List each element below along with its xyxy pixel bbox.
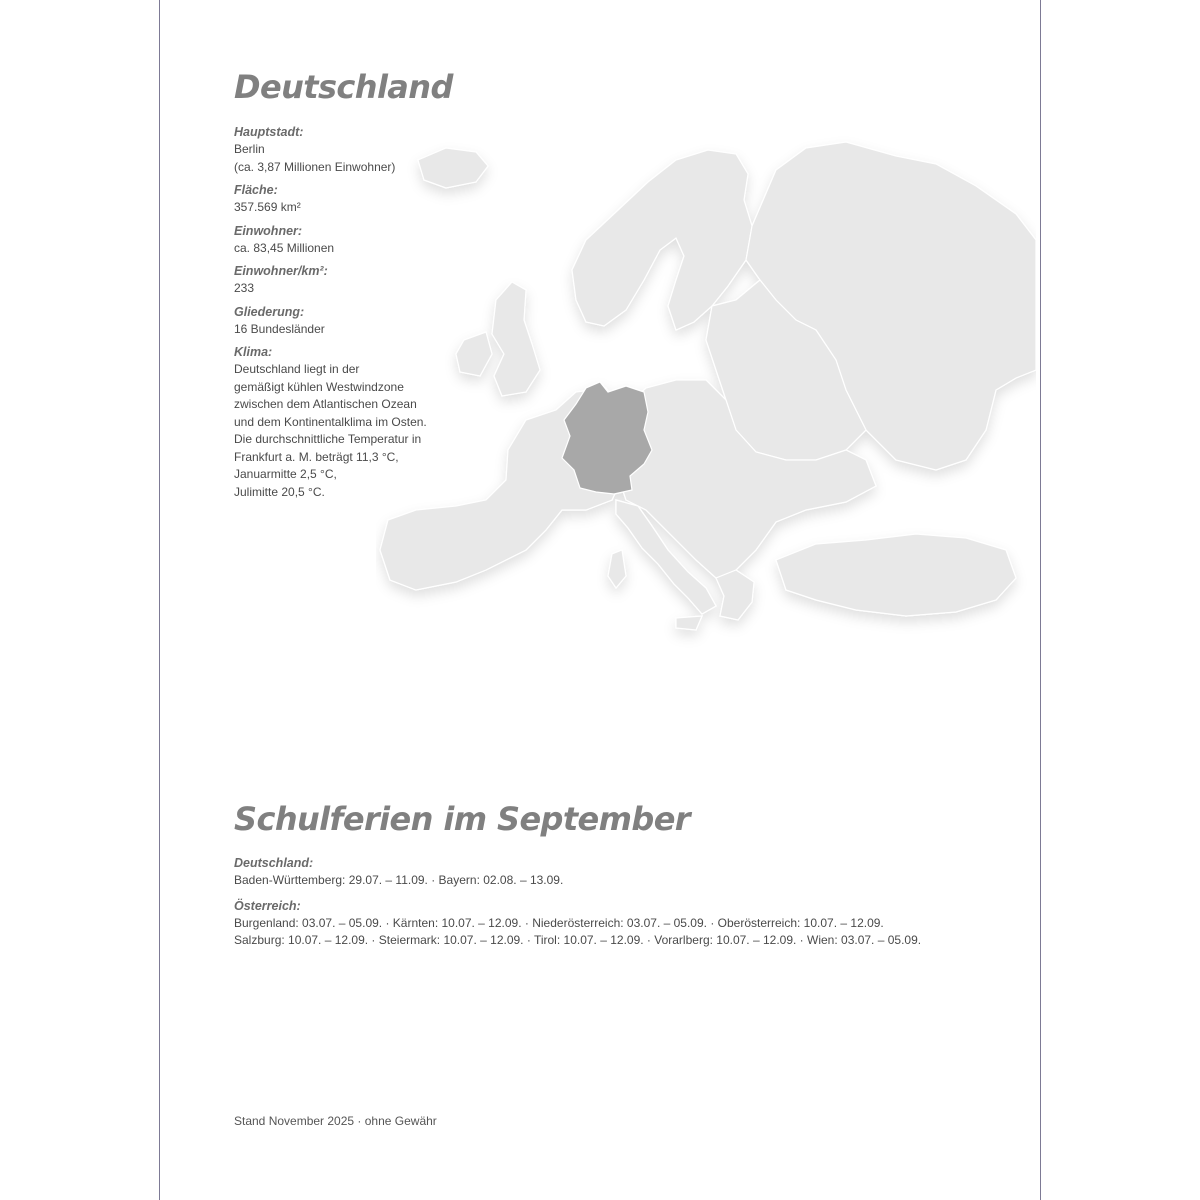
region-label: Österreich:: [234, 898, 301, 913]
fact-value: und dem Kontinentalklima im Osten.: [234, 414, 427, 429]
fact-value: Deutschland liegt in der: [234, 362, 360, 376]
fact-label: Hauptstadt:: [234, 125, 304, 139]
holidays-title: Schulferien im September: [234, 800, 690, 838]
iceland-shape: [418, 148, 488, 188]
sicily-shape: [676, 616, 702, 630]
fact-label: Gliederung:: [234, 304, 305, 319]
fact-label: Klima:: [234, 345, 273, 359]
fact-label: Einwohner:: [234, 223, 303, 238]
region-label: Deutschland:: [234, 856, 314, 870]
uk-shape: [492, 282, 540, 396]
holidays-austria: [234, 898, 954, 950]
fact-value: ca. 83,45 Millionen: [234, 240, 335, 255]
ireland-shape: [456, 332, 492, 376]
fact-label: Einwohner/km²:: [234, 264, 328, 278]
fact-value: 357.569 km²: [234, 200, 301, 214]
fact-value: Julimitte 20,5 °C.: [234, 484, 325, 499]
map-land: [380, 142, 1036, 630]
europe-map: [376, 130, 1036, 670]
sardinia-shape: [608, 550, 626, 588]
region-dates: Burgenland: 03.07. – 05.09. · Kärnten: 10.07. – 12.09. · Niederösterreich: 03.07. – 05.09. · Oberösterreich: 10.07. – 12.09.: [234, 915, 884, 930]
region-dates: Salzburg: 10.07. – 12.09. · Steiermark: 10.07. – 12.09. · Tirol: 10.07. – 12.09. · Vorarlberg: 10.07. – 12.09. · Wien: 03.07. – 05.09.: [234, 933, 922, 947]
fact-value: Die durchschnittliche Temperatur in: [234, 432, 422, 446]
fact-value: zwischen dem Atlantischen Ozean: [234, 397, 417, 411]
fact-label: Fläche:: [234, 183, 278, 197]
fact-value: Januarmitte 2,5 °C,: [234, 467, 337, 481]
fact-value: Berlin: [234, 142, 265, 156]
holidays-list: [234, 855, 954, 958]
fact-value: Frankfurt a. M. beträgt 11,3 °C,: [234, 449, 399, 464]
greece-shape: [716, 570, 754, 620]
fact-value: 16 Bundesländer: [234, 321, 325, 336]
region-dates: Baden-Württemberg: 29.07. – 11.09. · Bayern: 02.08. – 13.09.: [234, 873, 564, 887]
footer-note: Stand November 2025 · ohne Gewähr: [234, 1114, 437, 1128]
holidays-germany: [234, 855, 954, 890]
fact-value: gemäßigt kühlen Westwindzone: [234, 379, 404, 394]
turkey-shape: [776, 534, 1016, 616]
fact-value: 233: [234, 281, 255, 295]
fact-value: (ca. 3,87 Millionen Einwohner): [234, 159, 396, 174]
country-title: Deutschland: [234, 68, 453, 106]
calendar-page: [159, 0, 1041, 1200]
